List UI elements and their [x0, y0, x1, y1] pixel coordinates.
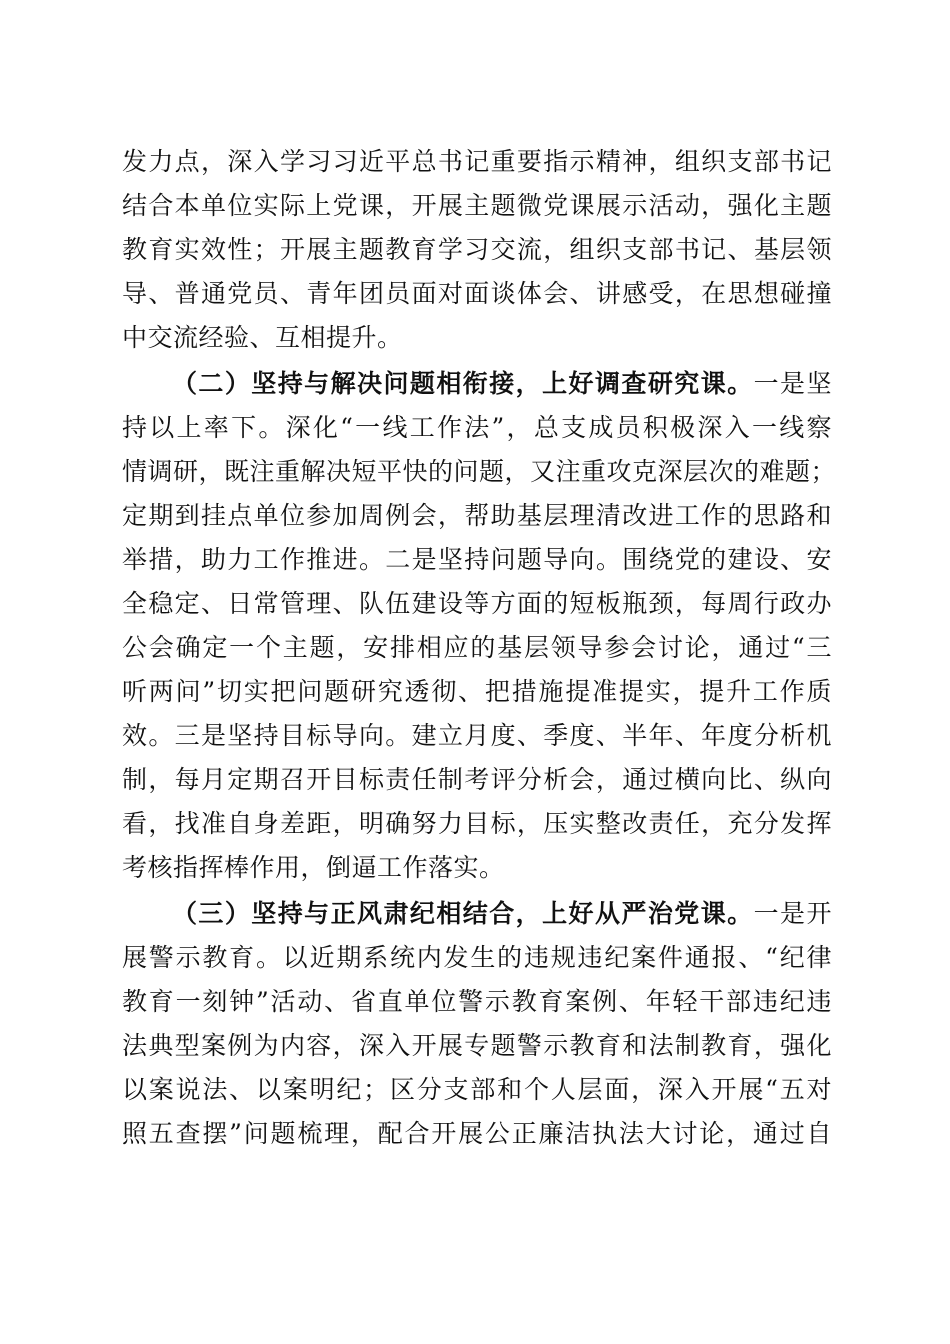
paragraph-1-line-5: 中交流经验、互相提升。: [122, 323, 403, 352]
paragraph-1-line-4: 导、普通党员、青年团员面对面谈体会、讲感受，在思想碰撞: [122, 279, 832, 308]
paragraph-2-line-7: 公会确定一个主题，安排相应的基层领导参会讨论，通过“三: [122, 633, 832, 662]
paragraph-3-line-3: 教育一刻钟”活动、省直单位警示教育案例、年轻干部违纪违: [122, 987, 832, 1016]
paragraph-3-line-2: 展警示教育。以近期系统内发生的违规违纪案件通报、“纪律: [122, 943, 832, 972]
paragraph-3-line-5: 以案说法、以案明纪；区分支部和个人层面，深入开展“五对: [122, 1075, 832, 1104]
paragraph-3-line-6: 照五查摆”问题梳理，配合开展公正廉洁执法大讨论，通过自: [122, 1119, 832, 1148]
paragraph-2-line-10: 制，每月定期召开目标责任制考评分析会，通过横向比、纵向: [122, 765, 832, 794]
paragraph-2-line-3: 情调研，既注重解决短平快的问题，又注重攻克深层次的难题；: [122, 457, 837, 486]
paragraph-2-first-line: [172, 362, 832, 406]
paragraph-2-line-12: 考核指挥棒作用，倒逼工作落实。: [122, 853, 505, 882]
paragraph-2-line-9: 效。三是坚持目标导向。建立月度、季度、半年、年度分析机: [122, 721, 832, 750]
paragraph-2-first-line-rest: 一是坚: [753, 369, 832, 398]
paragraph-2-heading: （二）坚持与解决问题相衔接，上好调查研究课。: [172, 369, 754, 398]
paragraph-1-line-2: 结合本单位实际上党课，开展主题微党课展示活动，强化主题: [122, 191, 832, 220]
paragraph-2-line-6: 全稳定、日常管理、队伍建设等方面的短板瓶颈，每周行政办: [122, 589, 832, 618]
paragraph-2-line-2: 持以上率下。深化“一线工作法”，总支成员积极深入一线察: [122, 413, 832, 442]
paragraph-3-line-4: 法典型案例为内容，深入开展专题警示教育和法制教育，强化: [122, 1031, 832, 1060]
paragraph-2-line-4: 定期到挂点单位参加周例会，帮助基层理清改进工作的思路和: [122, 501, 832, 530]
paragraph-1-line-1: 发力点，深入学习习近平总书记重要指示精神，组织支部书记: [122, 147, 832, 176]
paragraph-1-line-3: 教育实效性；开展主题教育学习交流，组织支部书记、基层领: [122, 235, 832, 264]
paragraph-3-heading: （三）坚持与正风肃纪相结合，上好从严治党课。: [172, 899, 754, 928]
paragraph-3-first-line: [172, 892, 832, 936]
paragraph-2-line-11: 看，找准自身差距，明确努力目标，压实整改责任，充分发挥: [122, 809, 832, 838]
paragraph-2-line-5: 举措，助力工作推进。二是坚持问题导向。围绕党的建设、安: [122, 545, 832, 574]
paragraph-3-first-line-rest: 一是开: [753, 899, 832, 928]
paragraph-2-line-8: 听两问”切实把问题研究透彻、把措施提准提实，提升工作质: [122, 677, 832, 706]
